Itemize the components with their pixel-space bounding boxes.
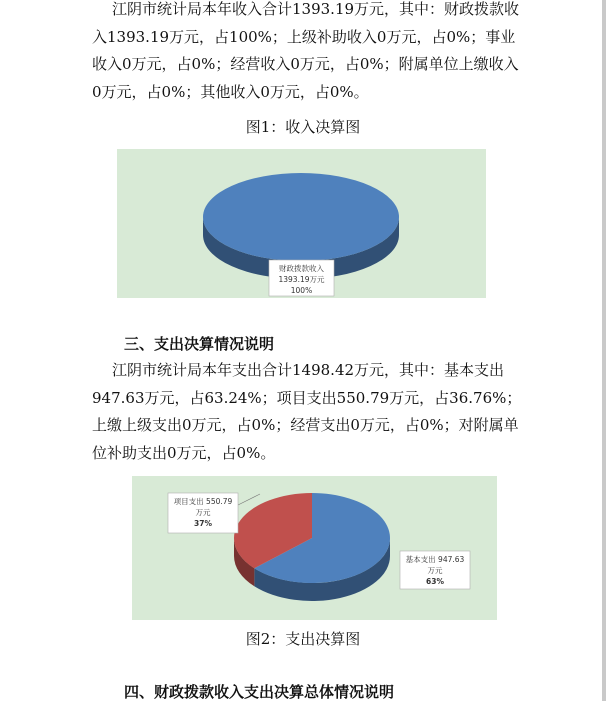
income-label-percent: 100%: [290, 286, 313, 295]
basic-label-name: 基本支出 947.63: [405, 555, 465, 564]
income-label-value: 1393.19万元: [278, 275, 325, 284]
pie-slice-财政拨款收入: [203, 173, 399, 261]
project-label-percent: 37%: [194, 519, 212, 528]
page-edge-shadow: [602, 0, 606, 701]
figure1-caption: 图1：收入决算图: [245, 118, 361, 136]
basic-label-percent: 63%: [426, 577, 444, 586]
project-label-name: 项目支出 550.79: [173, 497, 233, 506]
project-label-unit: 万元: [195, 508, 211, 517]
section3-heading: 三、支出决算情况说明: [124, 335, 275, 353]
expense-pie-svg: [132, 476, 497, 620]
income-pie-svg: [117, 149, 486, 298]
income-paragraph: 江阴市统计局本年收入合计1393.19万元，其中：财政拨款收入1393.19万元，占100%；上级补助收入0万元，占0%；事业收入0万元，占0%；经营收入0万元，占0%；附属单位上缴收入0万元，占0%；其他收入0万元，占0%。: [92, 0, 520, 101]
basic-label-unit: 万元: [427, 566, 443, 575]
expense-pie-chart: [132, 476, 497, 620]
income-pie-chart: [117, 149, 486, 298]
project-label-leader: [236, 494, 260, 506]
figure2-caption: 图2：支出决算图: [245, 630, 361, 648]
income-label-name: 财政拨款收入: [279, 264, 324, 273]
expense-paragraph: 江阴市统计局本年支出合计1498.42万元，其中：基本支出947.63万元，占63.24%；项目支出550.79万元，占36.76%；上缴上级支出0万元，占0%；经营支出0万元，占0%；对附属单位补助支出0万元，占0%。: [92, 361, 522, 462]
section4-heading: 四、财政拨款收入支出决算总体情况说明: [124, 683, 395, 701]
